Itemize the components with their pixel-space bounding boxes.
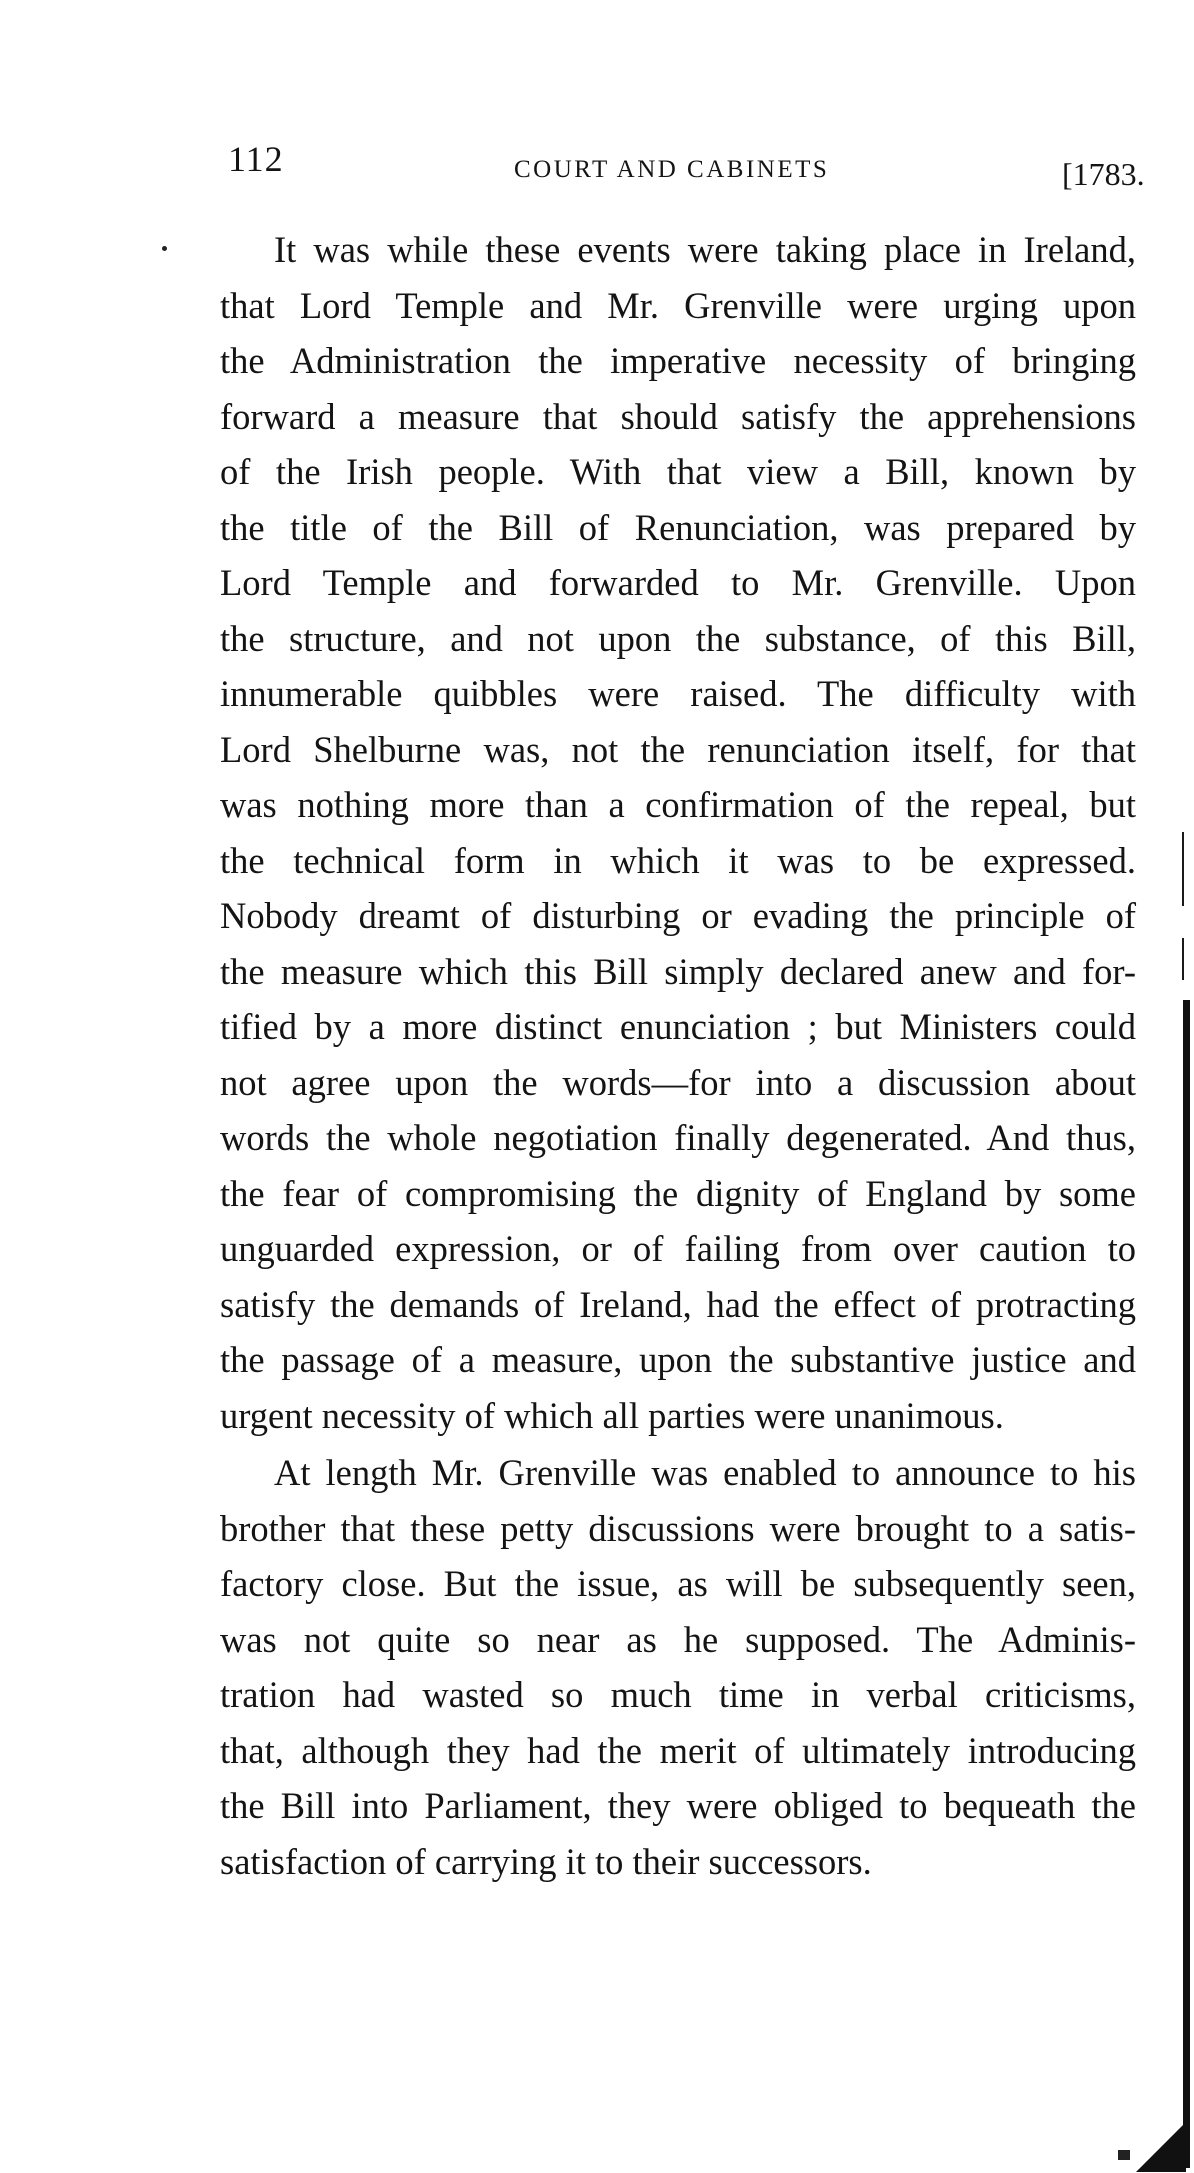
text-line: Nobody dreamt of disturbing or evading the principle of [220,895,1136,936]
margin-rule-foot [1136,2122,1186,2172]
margin-rule-mark [1182,938,1184,980]
text-line: satisfaction of carrying it to their successors. [220,1840,872,1882]
text-line: Lord Shelburne was, not the renunciation itself, for that [220,728,1136,770]
text-line: unguarded expression, or of failing from over caution to [220,1228,1136,1269]
margin-rule [1183,1000,1190,2168]
text-line: forward a measure that should satisfy the apprehensions [220,395,1136,437]
body-text [220,222,1136,1889]
text-line: At length Mr. Grenville was enabled to announce to his [274,1452,1136,1493]
paragraph [220,1445,1136,1889]
text-line: tration had wasted so much time in verbal criticisms, [220,1674,1136,1715]
text-line: was nothing more than a confirmation of the repeal, but [220,784,1136,825]
text-line: urgent necessity of which all parties were unanimous. [220,1394,1004,1436]
text-line: the fear of compromising the dignity of England by some [220,1172,1136,1214]
text-line: the Administration the imperative necessity of bringing [220,340,1136,381]
text-line: factory close. But the issue, as will be subsequently seen, [220,1563,1136,1604]
text-line: brother that these petty discussions were brought to a satis- [220,1507,1136,1549]
text-line: tified by a more distinct enunciation ; but Ministers could [220,1006,1136,1047]
text-line: that Lord Temple and Mr. Grenville were urging upon [220,284,1136,326]
margin-rule-tick [1118,2150,1130,2160]
text-line: the title of the Bill of Renunciation, was prepared by [220,506,1136,548]
text-line: innumerable quibbles were raised. The difficulty with [220,673,1136,714]
text-line: of the Irish people. With that view a Bill, known by [220,451,1136,492]
stray-ink-dot [162,246,167,251]
text-line: the measure which this Bill simply declared anew and for- [220,950,1136,992]
text-line: the Bill into Parliament, they were obliged to bequeath the [220,1785,1136,1826]
paragraph [220,222,1136,1443]
text-line: the passage of a measure, upon the substantive justice and [220,1339,1136,1380]
text-line: It was while these events were taking place in Ireland, [274,229,1136,270]
running-year: [1783. [1062,156,1145,192]
text-line: was not quite so near as he supposed. The Adminis- [220,1618,1136,1660]
text-line: the technical form in which it was to be expressed. [220,839,1136,881]
text-line: words the whole negotiation finally degenerated. And thus, [220,1117,1136,1158]
text-line: the structure, and not upon the substance, of this Bill, [220,617,1136,659]
margin-rule-mark [1182,832,1184,906]
text-line: that, although they had the merit of ultimately introducing [220,1729,1136,1771]
text-line: satisfy the demands of Ireland, had the effect of protracting [220,1283,1136,1325]
text-line: Lord Temple and forwarded to Mr. Grenville. Upon [220,562,1136,603]
text-line: not agree upon the words—for into a discussion about [220,1061,1136,1103]
running-title: COURT AND CABINETS [514,156,830,183]
running-head [0,130,1194,190]
page-number: 112 [228,139,284,179]
